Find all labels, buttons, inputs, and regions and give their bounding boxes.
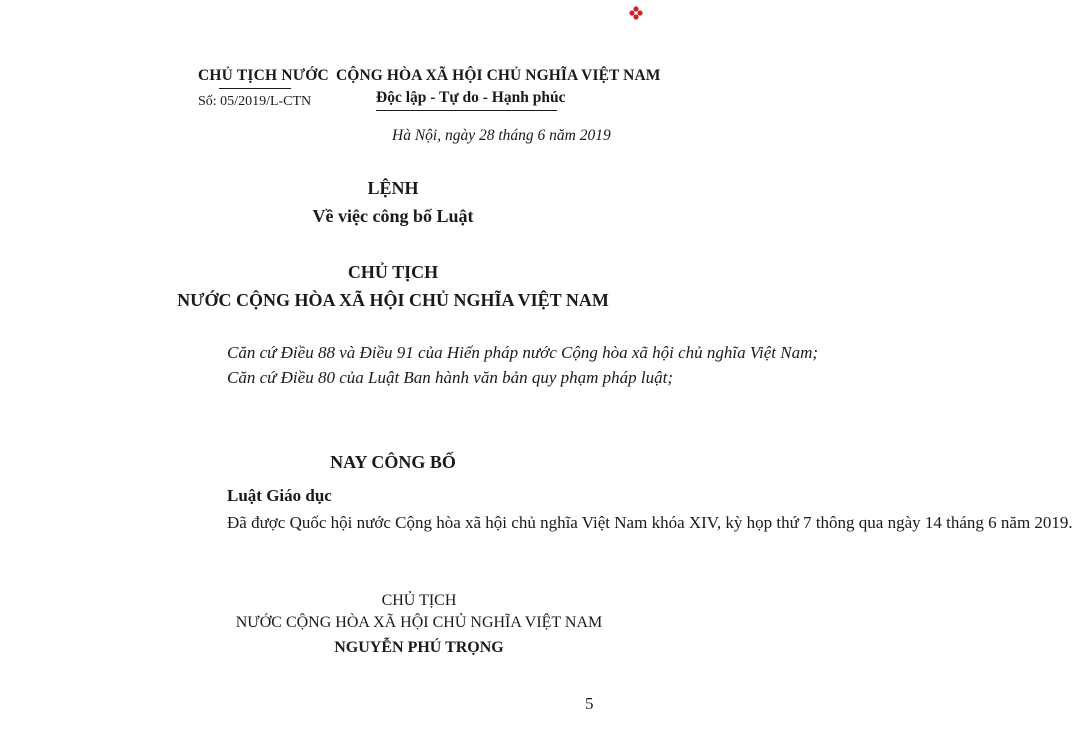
signer-title: CHỦ TỊCH [381, 592, 457, 609]
page-number: 5 [585, 694, 594, 713]
legal-basis [200, 340, 819, 390]
flower-icon [629, 6, 643, 20]
nation-name: CỘNG HÒA XÃ HỘI CHỦ NGHĨA VIỆT NAM [336, 67, 661, 84]
signer-org: NƯỚC CỘNG HÒA XÃ HỘI CHỦ NGHĨA VIỆT NAM [235, 614, 603, 631]
national-motto: Độc lập - Tự do - Hạnh phúc [376, 89, 566, 106]
adoption-text: Đã được Quốc hội nước Cộng hòa xã hội chủ nghĩa Việt Nam khóa XIV, kỳ họp thứ 7 thông qua ngày 14 tháng 6 năm 2019. [227, 513, 1073, 532]
proclamation-heading: NAY CÔNG BỐ [330, 452, 456, 472]
legal-basis-item: Căn cứ Điều 88 và Điều 91 của Hiến pháp nước Cộng hòa xã hội chủ nghĩa Việt Nam; [227, 343, 819, 362]
document-number: Số: 05/2019/L-CTN [198, 94, 312, 109]
issuer-org-label: CHỦ TỊCH NƯỚC [198, 67, 329, 84]
signer-name: NGUYỄN PHÚ TRỌNG [334, 639, 504, 656]
document-type-title: LỆNH [367, 178, 419, 198]
document-subject: Về việc công bố Luật [312, 206, 474, 226]
issuer-org-underline [219, 88, 291, 89]
motto-underline [376, 110, 557, 111]
adoption-statement [200, 510, 1073, 536]
issuer-title: CHỦ TỊCH [347, 262, 439, 282]
place-and-date: Hà Nội, ngày 28 tháng 6 năm 2019 [392, 127, 611, 144]
legal-basis-item: Căn cứ Điều 80 của Luật Ban hành văn bản quy phạm pháp luật; [227, 368, 674, 387]
issuer-country: NƯỚC CỘNG HÒA XÃ HỘI CHỦ NGHĨA VIỆT NAM [177, 290, 609, 310]
law-name: Luật Giáo dục [227, 486, 332, 505]
